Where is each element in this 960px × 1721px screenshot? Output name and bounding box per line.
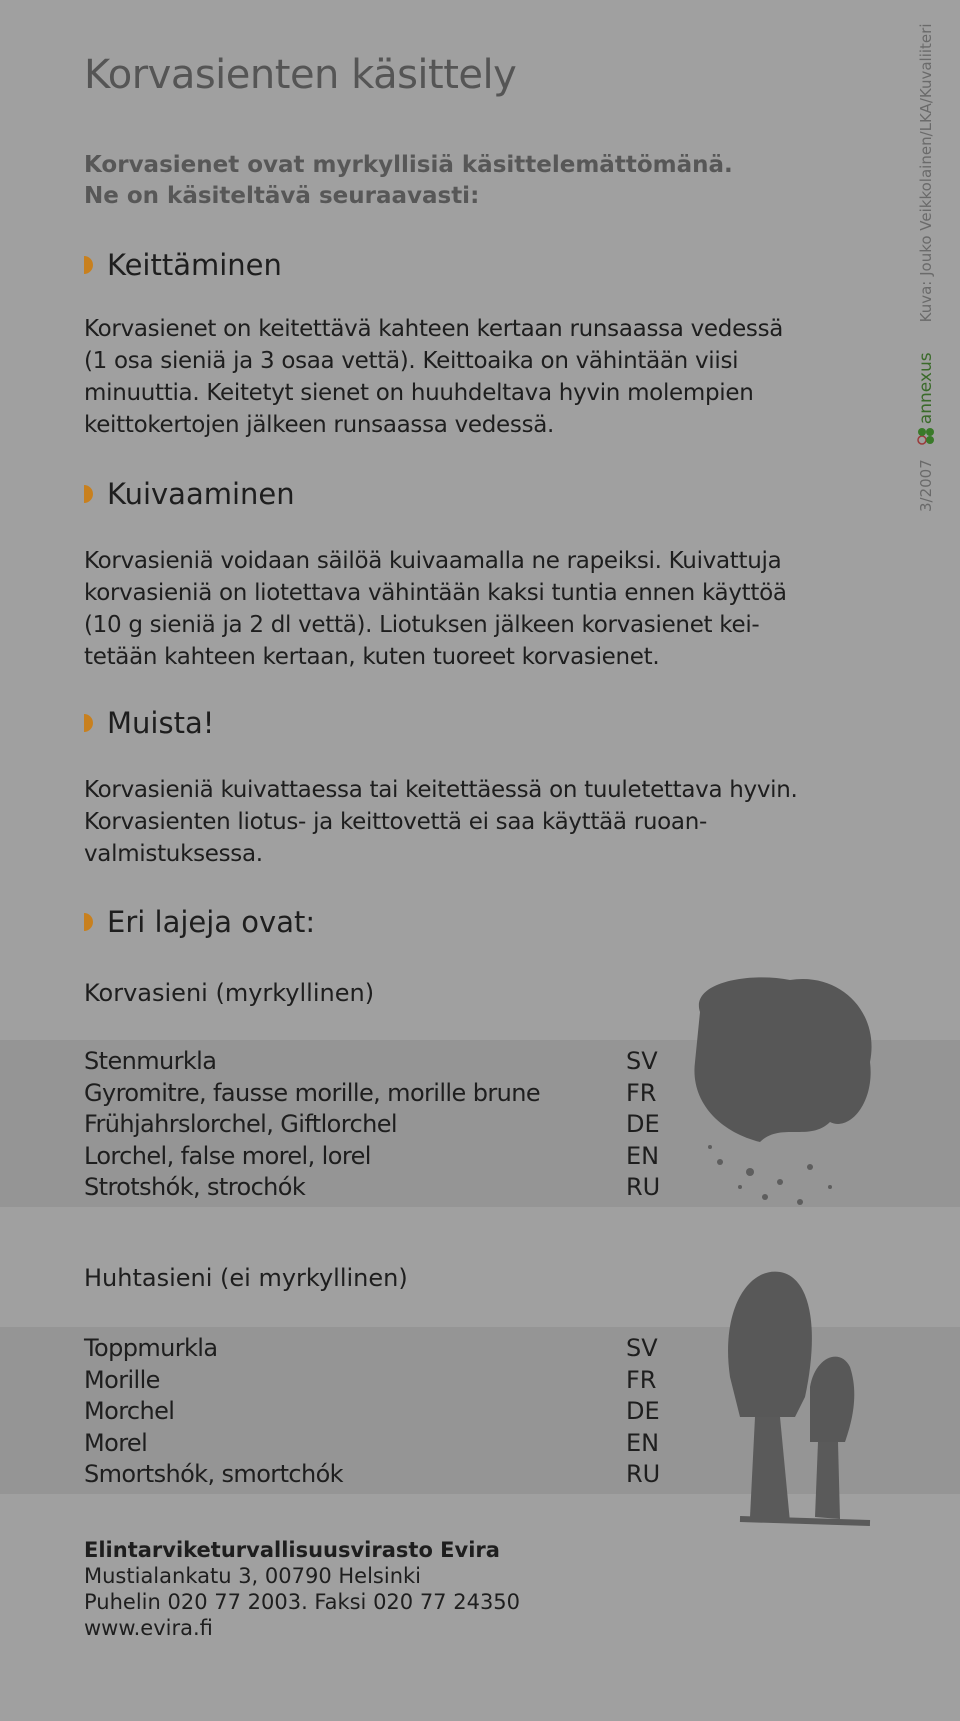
species-name: Morille — [84, 1365, 160, 1394]
footer-address: Mustialankatu 3, 00790 Helsinki — [84, 1564, 422, 1588]
text-line: Korvasieniä voidaan säilöä kuivaamalla ne rapeiksi. Kuivattuja — [84, 548, 782, 574]
text-line: Korvasieniä kuivattaessa tai keitettäessä on tuuletettava hyvin. — [84, 777, 798, 803]
footer-org: Elintarviketurvallisuusvirasto Evira — [84, 1538, 500, 1562]
text-line: korvasieniä on liotettava vähintään kaksi tuntia ennen käyttöä — [84, 580, 787, 606]
species-name: Lorchel, false morel, lorel — [84, 1141, 371, 1170]
side-credits — [916, 24, 936, 513]
language-code: SV — [626, 1047, 658, 1075]
language-code: DE — [626, 1110, 660, 1139]
morel-illustration — [700, 1267, 875, 1532]
heading-keittaminen — [84, 248, 282, 282]
brand-name: annexus — [916, 352, 936, 425]
bullet-icon — [84, 485, 93, 503]
species-name: Morel — [84, 1428, 148, 1457]
language-code: RU — [626, 1460, 661, 1489]
intro-line: Korvasienet ovat myrkyllisiä käsittelemättömänä. — [84, 152, 733, 178]
bullet-icon — [84, 256, 93, 274]
species-name: Stenmurkla — [84, 1047, 217, 1075]
bullet-icon — [84, 714, 93, 732]
language-code: EN — [626, 1428, 660, 1457]
language-code: FR — [626, 1078, 657, 1107]
footer-web-link[interactable]: www.evira.fi — [84, 1616, 213, 1640]
language-code: DE — [626, 1397, 660, 1426]
species-title-korvasieni: Korvasieni (myrkyllinen) — [84, 979, 375, 1007]
bullet-icon — [84, 913, 93, 931]
intro-line: Ne on käsiteltävä seuraavasti: — [84, 183, 480, 209]
heading-kuivaaminen — [84, 477, 295, 511]
species-name: Strotshók, strochók — [84, 1173, 306, 1202]
heading-text: Kuivaaminen — [107, 477, 295, 511]
false-morel-illustration — [680, 972, 880, 1224]
annexus-logo — [916, 352, 936, 445]
text-line: (1 osa sieniä ja 3 osaa vettä). Keittoaika on vähintään viisi — [84, 348, 739, 374]
text-line: (10 g sieniä ja 2 dl vettä). Liotuksen jälkeen korvasienet kei- — [84, 612, 760, 638]
page-title: Korvasienten käsittely — [84, 52, 517, 98]
heading-text: Eri lajeja ovat: — [107, 905, 316, 939]
text-line: minuuttia. Keitetyt sienet on huuhdeltava hyvin molempien — [84, 380, 754, 406]
heading-eri-lajeja — [84, 905, 315, 939]
species-name: Frühjahrslorchel, Giftlorchel — [84, 1110, 397, 1139]
heading-text: Keittäminen — [107, 248, 282, 282]
heading-muista — [84, 706, 214, 740]
species-name: Gyromitre, fausse morille, morille brune — [84, 1078, 540, 1107]
photo-credit: Kuva: Jouko Veikkolainen/LKA/Kuvaliiteri — [917, 23, 935, 323]
language-code: SV — [626, 1334, 658, 1362]
footer-contact — [84, 1537, 520, 1641]
species-name: Toppmurkla — [84, 1334, 218, 1362]
clover-icon — [917, 427, 935, 445]
footer-phone: Puhelin 020 77 2003. Faksi 020 77 24350 — [84, 1590, 521, 1614]
text-line: keittokertojen jälkeen runsaassa vedessä. — [84, 412, 555, 438]
language-code: EN — [626, 1141, 660, 1170]
species-name: Smortshók, smortchók — [84, 1460, 343, 1489]
paragraph-muista — [84, 774, 798, 870]
heading-text: Muista! — [107, 706, 215, 740]
language-code: RU — [626, 1173, 661, 1202]
species-title-huhtasieni: Huhtasieni (ei myrkyllinen) — [84, 1264, 408, 1292]
intro — [84, 150, 733, 212]
text-line: valmistuksessa. — [84, 841, 263, 867]
language-code: FR — [626, 1365, 657, 1394]
species-name: Morchel — [84, 1397, 175, 1426]
paragraph-keittaminen — [84, 313, 783, 441]
text-line: tetään kahteen kertaan, kuten tuoreet korvasienet. — [84, 644, 660, 670]
issue-date: 3/2007 — [917, 459, 935, 512]
text-line: Korvasienten liotus- ja keittovettä ei saa käyttää ruoan- — [84, 809, 707, 835]
text-line: Korvasienet on keitettävä kahteen kertaan runsaassa vedessä — [84, 316, 784, 342]
paragraph-kuivaaminen — [84, 545, 787, 673]
